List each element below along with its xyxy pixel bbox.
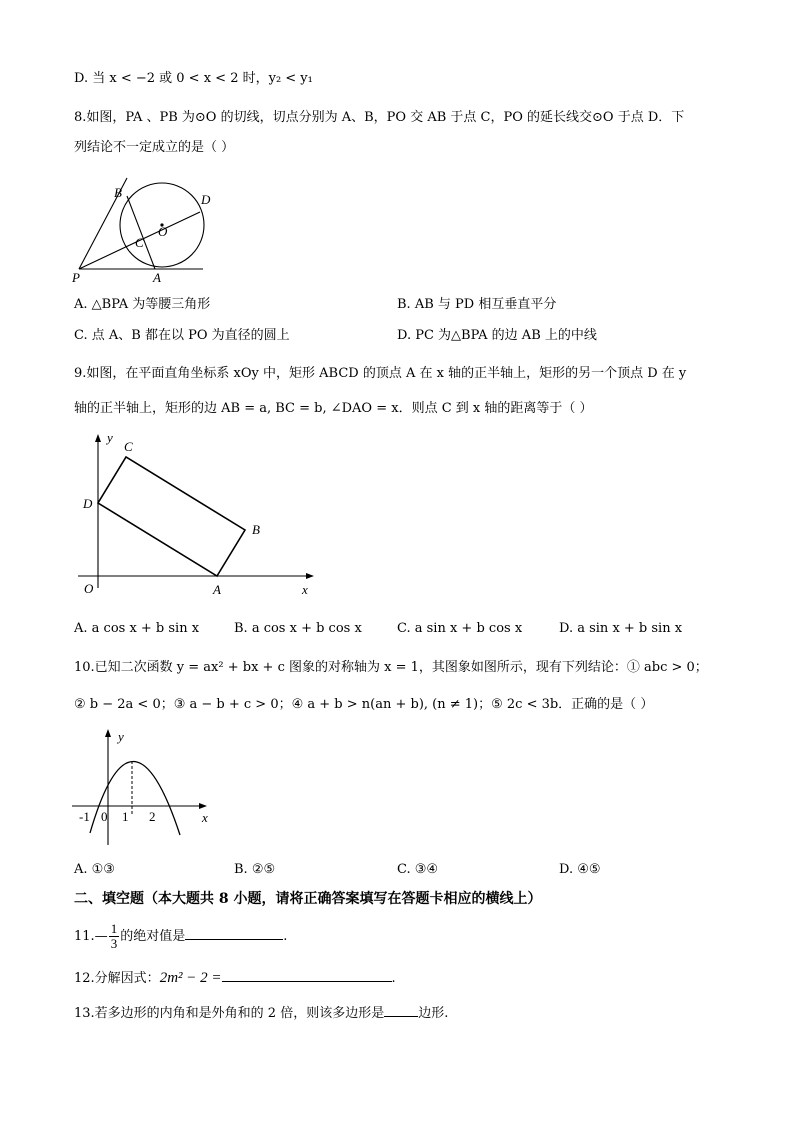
q10-figure: [70, 725, 220, 850]
q10-x-arrow: [199, 803, 207, 809]
q9-option-d: D. a sin x + b sin x: [559, 621, 683, 636]
q8-option-b: B. AB 与 PD 相互垂直平分: [397, 297, 557, 312]
q11: [74, 922, 287, 952]
q9-figure: [74, 428, 324, 600]
q11-denominator: 3: [110, 936, 118, 951]
q9-x-arrow: [306, 573, 314, 579]
q9-label-d: D: [83, 496, 93, 511]
q10-label-0: 0: [101, 809, 108, 824]
q8-chord-ab: [127, 196, 155, 269]
q10-option-b: B. ②⑤: [234, 862, 276, 877]
q10-option-c: C. ③④: [397, 862, 439, 877]
q10-label-y: y: [118, 729, 124, 744]
q11-fraction: [109, 922, 120, 951]
q13-end: 边形.: [418, 1006, 449, 1021]
q13: [74, 1004, 448, 1023]
q9-stem-line2: 轴的正半轴上，矩形的边 AB = a, BC = b, ∠DAO = x．则点 C 到 x 轴的距离等于（ ）: [74, 401, 593, 416]
q9-option-a: A. a cos x + b sin x: [74, 621, 200, 636]
q10-label-x: x: [202, 810, 208, 825]
q8-option-d: D. PC 为△BPA 的边 AB 上的中线: [397, 328, 597, 343]
q8-stem-line2: 列结论不一定成立的是（ ）: [74, 140, 235, 155]
q8-label-o: O: [158, 224, 168, 239]
q9-label-o: O: [84, 581, 94, 596]
q11-end: .: [283, 929, 288, 944]
q10-label-2: 2: [149, 809, 156, 824]
q10-stem-line2: ② b − 2a < 0；③ a − b + c > 0；④ a + b > n(an + b), (n ≠ 1)；⑤ 2c < 3b．正确的是（ ）: [74, 697, 654, 712]
q8-figure: [70, 170, 210, 285]
q10-stem-line1: 10.已知二次函数 y = ax² + bx + c 图象的对称轴为 x = 1，其图象如图所示，现有下列结论：① abc > 0；: [74, 660, 708, 675]
q12-end: .: [391, 971, 396, 986]
q8-stem-line1: 8.如图，PA 、PB 为⊙O 的切线，切点分别为 A、B，PO 交 AB 于点 C，PO 的延长线交⊙O 于点 D．下: [74, 110, 685, 125]
q12: [74, 969, 396, 988]
q9-stem-line1: 9.如图，在平面直角坐标系 xOy 中，矩形 ABCD 的顶点 A 在 x 轴的正半轴上，矩形的另一个顶点 D 在 y: [74, 366, 687, 381]
q13-answer-blank[interactable]: [384, 1004, 418, 1017]
q9-label-b: B: [252, 522, 260, 537]
q8-label-d: D: [201, 192, 211, 207]
q11-prefix: 11.—: [74, 929, 108, 944]
q13-prefix: 13.若多边形的内角和是外角和的 2 倍，则该多边形是: [74, 1006, 385, 1021]
q10-option-a: A. ①③: [74, 862, 115, 877]
q9-option-b: B. a cos x + b cos x: [234, 621, 362, 636]
q8-label-c: C: [135, 235, 144, 250]
q11-answer-blank[interactable]: [185, 927, 283, 940]
q9-label-y: y: [107, 430, 113, 445]
q12-answer-blank[interactable]: [222, 969, 392, 982]
q9-option-c: C. a sin x + b cos x: [397, 621, 523, 636]
section-2-heading: 二、填空题（本大题共 8 小题，请将正确答案填写在答题卡相应的横线上）: [74, 891, 542, 907]
q8-label-p: P: [72, 270, 80, 285]
q8-option-a: A. △BPA 为等腰三角形: [74, 297, 211, 312]
q11-text: 的绝对值是: [120, 929, 186, 944]
q9-y-arrow: [95, 434, 101, 442]
q9-label-x: x: [302, 582, 308, 597]
q10-label-1: 1: [122, 809, 129, 824]
q10-y-arrow: [105, 729, 111, 737]
q12-prefix: 12.分解因式：: [74, 971, 160, 986]
q8-option-c: C. 点 A、B 都在以 PO 为直径的圆上: [74, 328, 290, 343]
q10-label-m1: -1: [79, 809, 90, 824]
q9-rectangle: [98, 457, 245, 576]
q10-option-d: D. ④⑤: [559, 862, 601, 877]
q9-label-a: A: [213, 582, 221, 597]
q9-label-c: C: [124, 439, 133, 454]
q7-option-d: D. 当 x < −2 或 0 < x < 2 时，y₂ < y₁: [74, 71, 313, 86]
q12-expression: 2m² − 2 =: [159, 970, 222, 986]
q8-label-a: A: [153, 270, 161, 285]
q8-label-b: B: [114, 185, 122, 200]
q11-numerator: 1: [110, 921, 118, 936]
